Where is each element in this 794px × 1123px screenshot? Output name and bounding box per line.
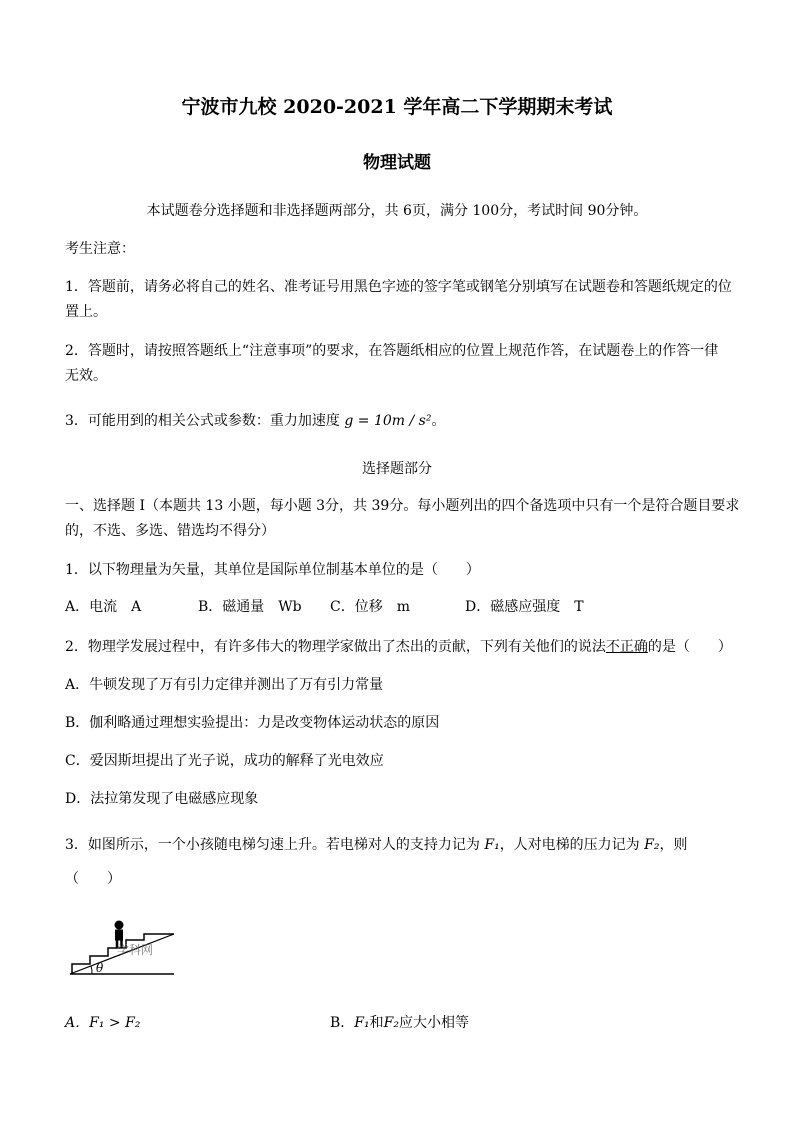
notice-item-1-cont: 置上。 (65, 304, 107, 320)
q2-stem-before: 2．物理学发展过程中，有许多伟大的物理学家做出了杰出的贡献，下列有关他们的说法 (65, 639, 606, 655)
exam-title: 宁波市九校 2020-2021 学年高二下学期期末考试 (181, 96, 613, 118)
q3-option-a (65, 1014, 140, 1032)
q2-stem-after: 的是（ ） (647, 639, 732, 655)
q3-option-b-pre: B． (330, 1015, 355, 1031)
section-heading: 选择题部分 (362, 461, 432, 477)
figure-watermark: 学科网 (117, 943, 154, 957)
q2-stem-underlined: 不正确 (605, 639, 648, 655)
notice-item-3-prefix: 3．可能用到的相关公式或参数：重力加速度 (65, 413, 345, 429)
q1-option-d: D．磁感应强度 T (465, 599, 584, 615)
q3-answer-blank: （ ） (65, 871, 121, 887)
part1-instructions: 一、选择题 I（本题共 13 小题，每小题 3分，共 39分。每小题列出的四个备选项中只有一个是符合题目要求 (65, 498, 740, 514)
question-2-stem (65, 638, 732, 656)
q3-f1: F₁ (484, 837, 500, 853)
question-1-stem: 1．以下物理量为矢量，其单位是国际单位制基本单位的是（ ） (65, 562, 480, 578)
q2-option-b: B．伽利略通过理想实验提出：力是改变物体运动状态的原因 (65, 715, 440, 731)
q1-option-a: A．电流 A (65, 599, 142, 615)
notice-item-3-suffix: 。 (431, 413, 446, 429)
notice-item-1: 1．答题前，请务必将自己的姓名、准考证号用黑色字迹的签字笔或钢笔分别填写在试题卷和答题纸规定的位 (65, 279, 732, 295)
q3-option-b-f1: F₁ (354, 1015, 370, 1031)
notice-item-2: 2．答题时，请按照答题纸上“注意事项”的要求，在答题纸相应的位置上规范作答，在试题卷上的作答一律 (65, 343, 719, 359)
notice-item-3 (65, 412, 445, 430)
q3-option-b-f2: F₂ (383, 1015, 399, 1031)
q3-option-b (330, 1014, 469, 1032)
exam-intro: 本试题卷分选择题和非选择题两部分，共 6页，满分 100分，考试时间 90分钟。 (146, 203, 648, 219)
q3-stem-part2: ，人对电梯的压力记为 (499, 837, 645, 853)
exam-subtitle: 物理试题 (363, 153, 431, 173)
figure-angle-arc (91, 966, 92, 974)
q2-option-d: D．法拉第发现了电磁感应现象 (65, 791, 259, 807)
notice-item-2-cont: 无效。 (65, 368, 107, 384)
figure-child-body (115, 930, 123, 941)
q3-stem-part3: ，则 (659, 837, 688, 853)
q1-option-b: B．磁通量 Wb (198, 599, 302, 615)
q3-f2: F₂ (644, 837, 660, 853)
q2-option-a: A．牛顿发现了万有引力定律并测出了万有引力常量 (65, 677, 384, 693)
q3-option-b-mid: 和 (369, 1015, 384, 1031)
q3-option-a-text: A．F₁ > F₂ (65, 1015, 141, 1031)
q1-option-c: C．位移 m (330, 599, 410, 615)
q2-option-c: C．爱因斯坦提出了光子说，成功的解释了光电效应 (65, 753, 384, 769)
figure-child-head (115, 921, 124, 930)
question-3-stem (65, 836, 687, 854)
part1-instructions-cont: 的，不选、多选、错选均不得分） (65, 523, 275, 539)
gravity-formula: g = 10m / s² (344, 413, 432, 429)
q3-stem-part1: 3．如图所示，一个小孩随电梯匀速上升。若电梯对人的支持力记为 (65, 837, 485, 853)
notice-heading: 考生注意： (65, 241, 135, 257)
figure-angle-label: θ (96, 961, 104, 975)
q3-option-b-post: 应大小相等 (398, 1015, 469, 1031)
escalator-figure (62, 912, 192, 982)
